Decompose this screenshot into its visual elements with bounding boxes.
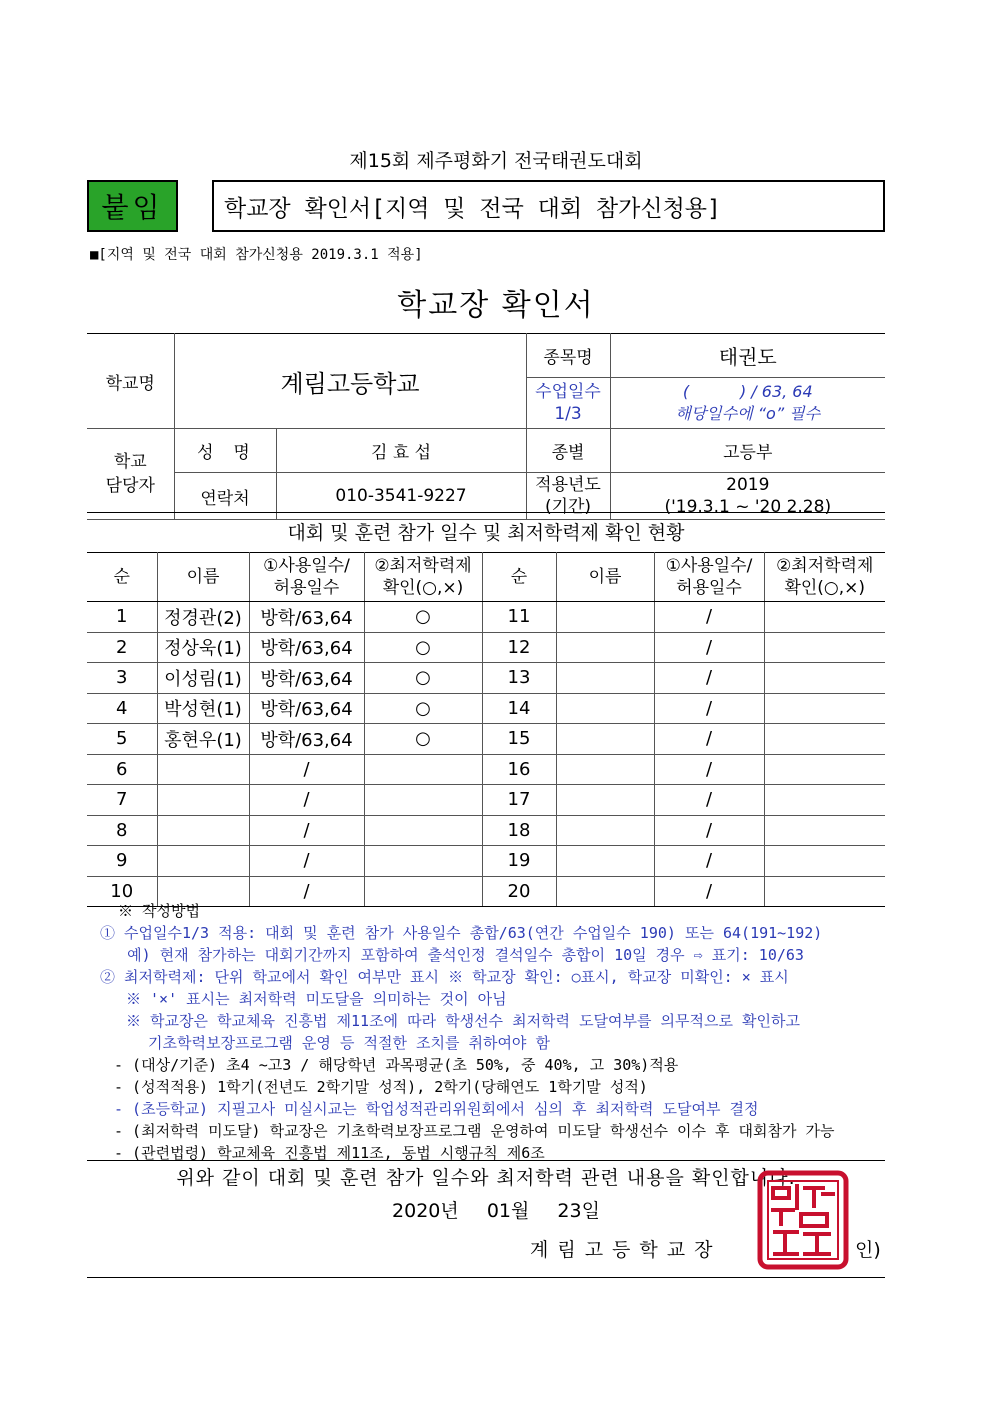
check-cell [764,724,885,755]
table-row [87,602,885,633]
document-title: 학교장 확인서 [397,288,595,323]
header-days-right: ①사용일수/ 허용일수 [654,553,764,602]
header-name: 이름 [157,553,249,602]
table-row [87,632,885,663]
seq-cell: 19 [482,846,556,877]
seq-cell: 2 [87,632,157,663]
class-days-value-cell [610,378,885,429]
note-line: ※ 작성방법 [118,902,200,920]
note-line: 예) 현재 참가하는 대회기간까지 포함하여 출석인정 결석일수 총합이 10일 경우 ⇨ 표기: 10/63 [100,946,804,964]
days-cell: 방학/63,64 [249,663,364,694]
days-cell: 방학/63,64 [249,693,364,724]
seq-cell: 20 [482,876,556,907]
seq-cell: 15 [482,724,556,755]
header-name-right: 이름 [556,553,654,602]
note-line: ※ 학교장은 학교체육 진흥법 제11조에 따라 학생선수 최저학력 도달여부를 의무적으로 확인하고 [126,1012,800,1030]
note-line: ※ '×' 표시는 최저학력 미도달을 의미하는 것이 아님 [126,990,507,1008]
name-cell: 정경관(2) [157,602,249,633]
category-value: 고등부 [610,429,885,473]
competition-title: 제15회 제주평화기 전국태권도대회 [349,150,643,172]
days-cell: / [654,602,764,633]
seq-cell: 8 [87,815,157,846]
year-label: 적용년도 (기간) [526,473,610,520]
check-cell [364,754,482,785]
participation-table [87,552,885,907]
seq-cell: 3 [87,663,157,694]
days-cell: 방학/63,64 [249,724,364,755]
table-row [87,846,885,877]
days-cell: / [249,815,364,846]
name-cell: 박성현(1) [157,693,249,724]
class-days-cell [526,378,610,429]
seq-cell: 6 [87,754,157,785]
table-row [87,724,885,755]
check-cell: ○ [364,693,482,724]
days-cell: / [654,876,764,907]
days-cell: / [654,815,764,846]
table-header-row [87,553,885,602]
check-cell [764,846,885,877]
header-days: ①사용일수/ 허용일수 [249,553,364,602]
name-cell [556,785,654,816]
form-title: 학교장 확인서[지역 및 전국 대회 참가신청용] [224,195,721,222]
school-name: 계림고등학교 [174,334,526,429]
manager-name: 김 효 섭 [276,429,526,473]
seq-cell: 7 [87,785,157,816]
name-cell [556,632,654,663]
name-label: 성 명 [174,429,276,473]
check-cell [764,815,885,846]
name-cell [556,693,654,724]
days-cell: / [249,846,364,877]
seq-cell: 13 [482,663,556,694]
instructions [100,900,890,1164]
name-cell [556,663,654,694]
section-title: 대회 및 훈련 참가 일수 및 최저학력제 확인 현황 [87,512,885,552]
table-row [87,663,885,694]
manager-label: 학교 담당자 [87,429,174,520]
class-days-label: 수업일수 [535,382,601,402]
seq-cell: 4 [87,693,157,724]
table-row [87,693,885,724]
name-cell [556,815,654,846]
issue-date: 2020년 01월 23일 [392,1200,600,1222]
attachment-badge: 붙임 [87,180,178,232]
category-label: 종별 [526,429,610,473]
name-cell: 이성림(1) [157,663,249,694]
class-days-note: 해당일수에 “o” 필수 [675,404,821,423]
check-cell [764,602,885,633]
seq-cell: 16 [482,754,556,785]
school-info-table [87,333,885,520]
official-seal-icon [757,1170,849,1270]
note-line: - (대상/기준) 초4 ~고3 / 해당학년 과목평균(초 50%, 중 40%, 고 30%)적용 [114,1056,679,1074]
table-row [87,815,885,846]
event-label: 종목명 [526,334,610,378]
bottom-rule [87,1277,885,1278]
seq-cell: 10 [87,876,157,907]
days-cell: / [654,663,764,694]
event-name: 태권도 [610,334,885,378]
check-cell: ○ [364,602,482,633]
seq-cell: 12 [482,632,556,663]
check-cell: ○ [364,724,482,755]
check-cell [764,785,885,816]
note-line: - (성적적용) 1학기(전년도 2학기말 성적), 2학기(당해연도 1학기말 성적) [114,1078,648,1096]
seq-cell: 17 [482,785,556,816]
check-cell [364,785,482,816]
class-days-value: ( ) / 63, 64 [682,382,813,401]
check-cell [364,846,482,877]
name-cell [556,754,654,785]
check-cell [764,663,885,694]
class-days-fraction: 1/3 [554,404,582,424]
days-cell: / [654,754,764,785]
header-seq: 순 [87,553,157,602]
year-value: 2019 [726,475,770,495]
check-cell [764,632,885,663]
check-cell [764,693,885,724]
name-cell: 홍현우(1) [157,724,249,755]
contact-value: 010-3541-9227 [276,473,526,520]
check-cell: ○ [364,632,482,663]
name-cell [556,602,654,633]
name-cell [157,785,249,816]
days-cell: / [654,785,764,816]
header-check-right: ②최저학력제 확인(○,×) [764,553,885,602]
table-row [87,754,885,785]
note-line: ① 수업일수1/3 적용: 대회 및 훈련 참가 사용일수 총합/63(연간 수업일수 190) 또는 64(191~192) [100,924,823,942]
days-cell: / [654,632,764,663]
name-cell: 정상욱(1) [157,632,249,663]
check-cell [364,815,482,846]
days-cell: 방학/63,64 [249,632,364,663]
seq-cell: 11 [482,602,556,633]
days-cell: / [654,846,764,877]
seq-cell: 18 [482,815,556,846]
principal-signature: 계림고등학교장 [530,1239,722,1261]
application-notice: ■[지역 및 전국 대회 참가신청용 2019.3.1 적용] [90,247,423,263]
contact-label: 연락처 [174,473,276,520]
confirmation-statement: 위와 같이 대회 및 훈련 참가 일수와 최저학력 관련 내용을 확인합니다. [87,1160,885,1191]
days-cell: 방학/63,64 [249,602,364,633]
seal-suffix: 인) [855,1239,881,1261]
note-line: - (최저학력 미도달) 학교장은 기초학력보장프로그램 운영하여 미도달 학생선수 이수 후 대회참가 가능 [114,1122,835,1140]
days-cell: / [249,754,364,785]
seq-cell: 5 [87,724,157,755]
school-label: 학교명 [87,334,174,429]
name-cell [556,724,654,755]
note-line: - (초등학교) 지필고사 미실시교는 학업성적관리위원회에서 심의 후 최저학력 도달여부 결정 [114,1100,759,1118]
note-line: - (관련법령) 학교체육 진흥법 제11조, 동법 시행규칙 제6조 [114,1144,545,1162]
days-cell: / [249,785,364,816]
check-cell: ○ [364,663,482,694]
year-period: ('19.3.1 ~ '20 2.28) [664,497,832,517]
days-cell: / [249,876,364,907]
name-cell [157,754,249,785]
form-title-box [212,180,885,232]
seq-cell: 9 [87,846,157,877]
days-cell: / [654,724,764,755]
seq-cell: 14 [482,693,556,724]
check-cell [764,754,885,785]
header-check: ②최저학력제 확인(○,×) [364,553,482,602]
name-cell [157,815,249,846]
note-line: 기초학력보장프로그램 운영 등 적절한 조치를 취하여야 함 [148,1034,550,1052]
table-row [87,785,885,816]
seq-cell: 1 [87,602,157,633]
name-cell [157,846,249,877]
days-cell: / [654,693,764,724]
name-cell [556,846,654,877]
note-line: ② 최저학력제: 단위 학교에서 확인 여부만 표시 ※ 학교장 확인: ○표시, 학교장 미확인: × 표시 [100,968,789,986]
header-seq-right: 순 [482,553,556,602]
